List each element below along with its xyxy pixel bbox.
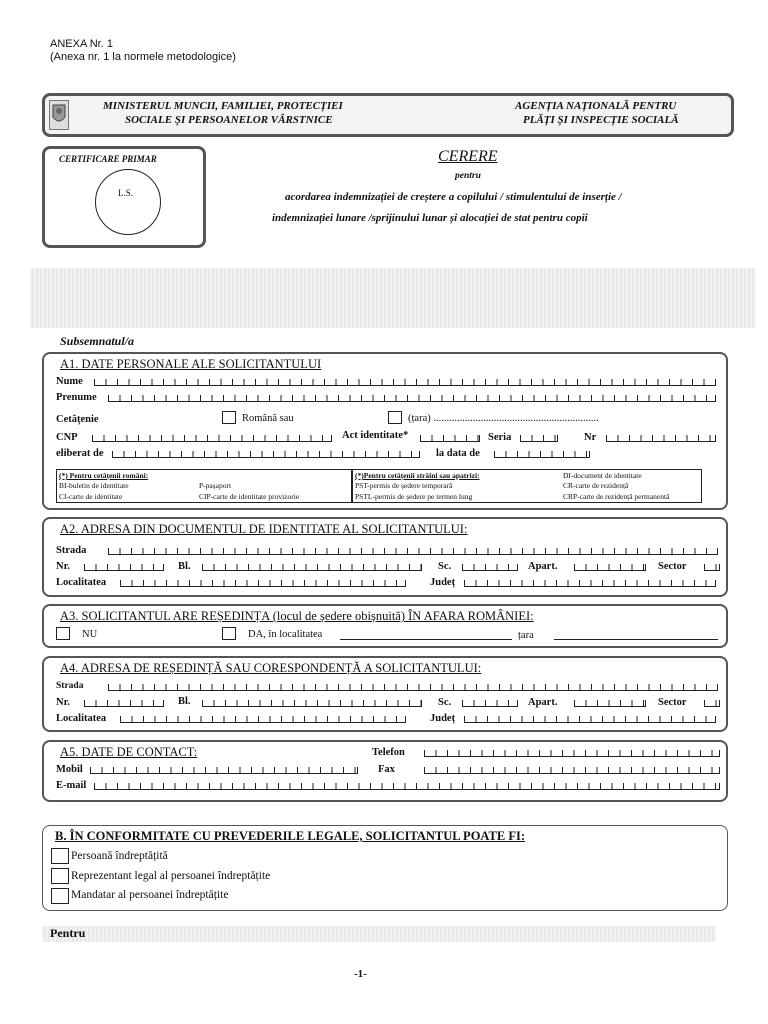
a2-localitatea-label: Localitatea [56,577,107,588]
telefon-label: Telefon [372,747,405,758]
telefon-input[interactable] [424,750,720,757]
cetatenie-alta-checkbox[interactable] [388,411,402,424]
a4-sc-label: Sc. [438,697,452,708]
legend-bi: BI-buletin de identitate [59,481,129,490]
section-b-title: B. ÎN CONFORMITATE CU PREVEDERILE LEGALE, SOLICITANTUL POATE FI: [55,829,525,843]
a2-localitatea-input[interactable] [120,580,406,587]
cetatenie-label: Cetățenie [56,414,99,425]
page-number: -1- [354,968,367,980]
nume-input[interactable] [94,379,716,386]
section-a1-box [42,352,728,510]
a4-nr-input[interactable] [84,700,164,707]
a3-da-label: DA, în localitatea [248,629,323,640]
a2-sector-input[interactable] [704,564,720,571]
a3-tara-input[interactable] [554,639,718,640]
seal-label: L.S. [118,188,134,198]
legend-di: DI-document de identitate [563,471,642,480]
legend-straini-title: (*)Pentru cetățenii străini sau apatrizi: [355,471,480,480]
section-a3-box [42,604,728,648]
seria-label: Seria [488,432,512,443]
legend-cr: CR-carte de rezidență [563,481,629,490]
a2-bl-label: Bl. [178,561,191,572]
legend-crp: CRP-carte de rezidență permanentă [563,492,670,501]
a2-strada-label: Strada [56,545,87,556]
request-subject-line1: acordarea indemnizației de creștere a copilului / stimulentului de inserție / [285,191,622,203]
a4-apart-label: Apart. [528,697,558,708]
legend-pst: PST-permis de ședere temporară [355,481,453,490]
prenume-input[interactable] [108,395,716,402]
a2-strada-input[interactable] [108,548,718,555]
a4-bl-label: Bl. [178,696,191,707]
a3-tara-label: țara [518,630,534,641]
cetatenie-romana-checkbox[interactable] [222,411,236,424]
la-data-de-label: la data de [436,448,480,459]
a2-judet-input[interactable] [464,580,716,587]
subsemnatul-label: Subsemnatul/a [60,334,135,348]
legend-romani-title: (*) Pentru cetățenii români: [59,471,149,480]
email-input[interactable] [94,783,720,790]
annex-number: ANEXA Nr. 1 [50,38,113,50]
section-a5-box [42,740,728,802]
seal-circle [95,169,161,235]
section-b-box [42,825,728,911]
cnp-label: CNP [56,432,78,443]
mayor-certification-box [42,146,206,248]
a2-sector-label: Sector [658,561,687,572]
pentru-label: Pentru [50,926,86,940]
section-a3-title: A3. SOLICITANTUL ARE REȘEDINȚA (locul de ședere obișnuită) ÎN AFARA ROMÂNIEI: [60,609,534,623]
a2-nr-label: Nr. [56,561,70,572]
a2-apart-label: Apart. [528,561,558,572]
a4-sector-label: Sector [658,697,687,708]
a4-sc-input[interactable] [462,700,518,707]
agency-name-line2: PLĂȚI ȘI INSPECȚIE SOCIALĂ [523,114,679,126]
section-a1-title: A1. DATE PERSONALE ALE SOLICITANTULUI [60,357,322,371]
a3-localitatea-input[interactable] [340,639,512,640]
b-persoana-label: Persoană îndreptățită [71,850,168,862]
fax-input[interactable] [424,767,720,774]
request-pentru: pentru [455,171,481,181]
section-a5-title: A5. DATE DE CONTACT: [60,745,198,759]
annex-subtitle: (Anexa nr. 1 la normele metodologice) [50,51,236,63]
a3-da-checkbox[interactable] [222,627,236,640]
b-reprezentant-checkbox[interactable] [51,868,69,884]
legend-p: P-pașaport [199,481,232,490]
a2-sc-input[interactable] [462,564,518,571]
eliberat-de-input[interactable] [112,451,420,458]
a4-localitatea-label: Localitatea [56,713,107,724]
tara-label: (țara) ............................................................... [408,413,599,424]
nr-act-input[interactable] [606,435,716,442]
mobil-label: Mobil [56,764,83,775]
agency-name-line1: AGENȚIA NAȚIONALĂ PENTRU [515,100,677,112]
nume-label: Nume [56,376,83,387]
a3-nu-checkbox[interactable] [56,627,70,640]
email-label: E-mail [56,780,87,791]
a4-judet-input[interactable] [464,716,716,723]
ministry-header-box [42,93,734,137]
mobil-input[interactable] [90,767,358,774]
a4-strada-input[interactable] [108,684,718,691]
a2-nr-input[interactable] [84,564,164,571]
a2-bl-input[interactable] [202,564,422,571]
pentru-band [42,926,716,942]
coat-of-arms-icon [49,100,69,130]
b-reprezentant-label: Reprezentant legal al persoanei îndreptățite [71,870,271,882]
section-a4-box [42,656,728,732]
b-mandatar-checkbox[interactable] [51,888,69,904]
a4-nr-label: Nr. [56,697,70,708]
romana-label: Română sau [242,413,294,424]
b-persoana-checkbox[interactable] [51,848,69,864]
request-subject-line2: indemnizației lunare /sprijinului lunar și alocației de stat pentru copii [272,212,588,224]
request-title: CERERE [438,148,498,165]
la-data-de-input[interactable] [494,451,590,458]
legend-straini-box [352,469,702,503]
ministry-name-line1: MINISTERUL MUNCII, FAMILIEI, PROTECȚIEI [103,100,343,112]
a4-localitatea-input[interactable] [120,716,406,723]
legend-romani-box [56,469,352,503]
legend-ci: CI-carte de identitate [59,492,123,501]
section-a4-title: A4. ADRESA DE REȘEDINȚĂ SAU CORESPONDENȚĂ A SOLICITANTULUI: [60,661,482,675]
legend-cip: CIP-carte de identitate provizorie [199,492,300,501]
a4-bl-input[interactable] [202,700,422,707]
seria-input[interactable] [520,435,558,442]
act-identitate-label: Act identitate* [342,430,409,441]
act-identitate-input[interactable] [420,435,480,442]
nr-act-label: Nr [584,432,597,443]
a4-strada-label: Strada [56,681,84,691]
certification-label: CERTIFICARE PRIMAR [59,154,157,164]
a2-judet-label: Județ [430,577,456,588]
a4-apart-input[interactable] [574,700,646,707]
cnp-input[interactable] [92,435,332,442]
fax-label: Fax [378,764,395,775]
legend-pstl: PSTL-permis de ședere pe termen lung [355,492,473,501]
a2-sc-label: Sc. [438,561,452,572]
section-a2-title: A2. ADRESA DIN DOCUMENTUL DE IDENTITATE AL SOLICITANTULUI: [60,522,468,536]
a4-sector-input[interactable] [704,700,720,707]
b-mandatar-label: Mandatar al persoanei îndreptățite [71,889,229,901]
scan-shading-band [30,268,756,328]
a3-nu-label: NU [82,629,98,640]
a2-apart-input[interactable] [574,564,646,571]
eliberat-de-label: eliberat de [56,448,104,459]
prenume-label: Prenume [56,392,97,403]
a4-judet-label: Județ [430,713,456,724]
section-a2-box [42,517,728,597]
ministry-name-line2: SOCIALE ȘI PERSOANELOR VÂRSTNICE [125,114,333,126]
